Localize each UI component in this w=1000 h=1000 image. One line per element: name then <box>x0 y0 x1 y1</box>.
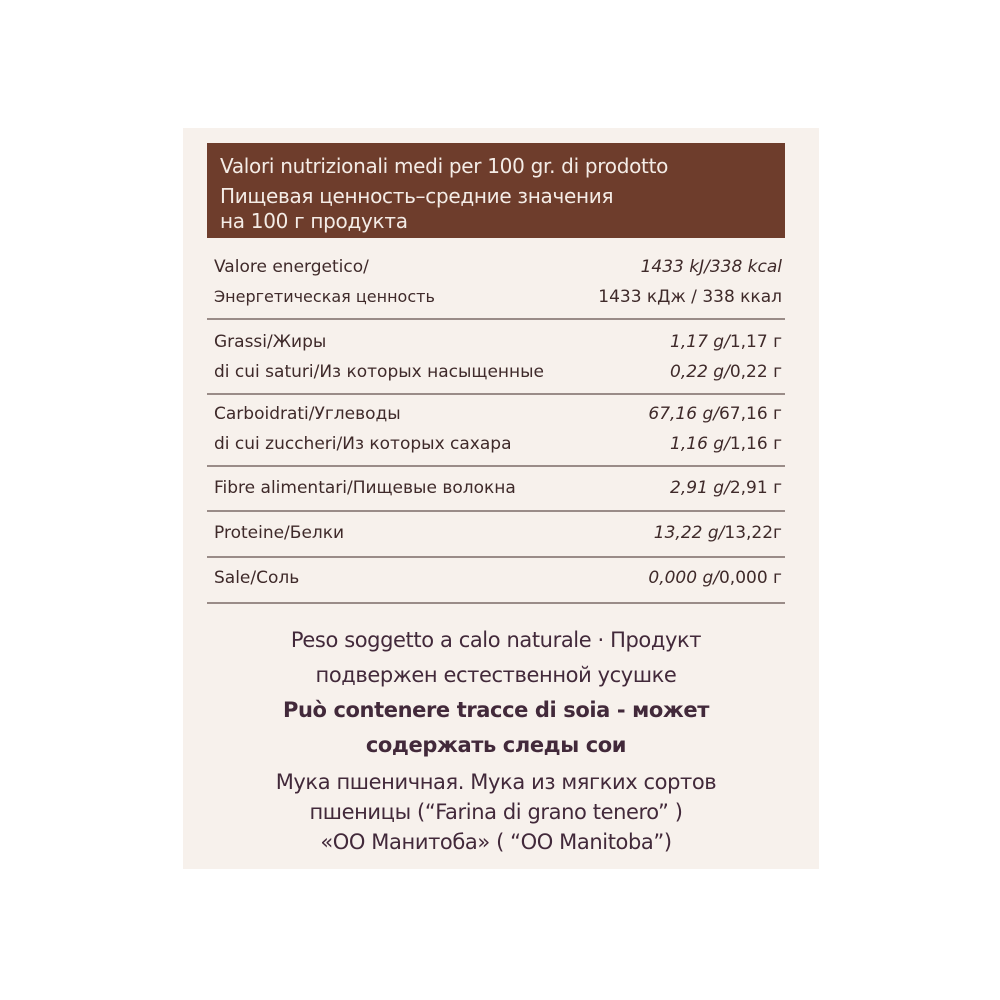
energy-name-it: Valore energetico/ <box>214 257 369 277</box>
energy-name-ru: Энергетическая ценность <box>214 287 435 306</box>
divider <box>207 393 785 395</box>
sugars-value-r: 1,16 г <box>729 434 782 454</box>
energy-value-ru: 1433 кДж / 338 ккал <box>598 287 782 307</box>
divider <box>207 318 785 320</box>
note-allergen-ru: содержать следы сои <box>365 733 627 757</box>
fats-name: Grassi/Жиры <box>214 332 327 352</box>
salt-value <box>648 568 782 588</box>
fibre-value <box>670 478 782 498</box>
salt-value-r: 0,000 г <box>718 568 782 588</box>
divider <box>207 465 785 467</box>
carbs-value-r: 67,16 г <box>718 404 782 424</box>
saturated-value-g: 0,22 g/ <box>670 362 730 382</box>
fats-value-r: 1,17 г <box>729 332 782 352</box>
nutrition-label <box>183 128 819 869</box>
note-flour-1: Мука пшеничная. Мука из мягких сортов <box>275 770 717 794</box>
fibre-value-r: 2,91 г <box>729 478 782 498</box>
carbs-value <box>648 404 782 424</box>
saturated-value-r: 0,22 г <box>729 362 782 382</box>
divider <box>207 510 785 512</box>
protein-value-r: 13,22г <box>724 523 782 543</box>
header-title-russian: Пищевая ценность–средние значения <box>220 184 614 208</box>
salt-name: Sale/Соль <box>214 568 300 588</box>
note-weight-loss-it: Peso soggetto a calo naturale · Продукт <box>290 628 702 652</box>
note-flour-2: пшеницы (“Farina di grano tenero” ) <box>309 800 683 824</box>
salt-value-g: 0,000 g/ <box>648 568 719 588</box>
saturated-value <box>670 362 782 382</box>
protein-name: Proteine/Белки <box>214 523 345 543</box>
sugars-value-g: 1,16 g/ <box>670 434 730 454</box>
divider <box>207 602 785 604</box>
fibre-value-g: 2,91 g/ <box>670 478 730 498</box>
sugars-name: di cui zuccheri/Из которых сахара <box>214 434 512 454</box>
note-allergen-it: Può contenere tracce di soia - может <box>283 698 709 722</box>
header-title-italian: Valori nutrizionali medi per 100 gr. di prodotto <box>220 154 669 178</box>
fats-value <box>670 332 782 352</box>
carbs-value-g: 67,16 g/ <box>648 404 719 424</box>
header-title-russian-2: на 100 г продукта <box>220 209 408 233</box>
divider <box>207 556 785 558</box>
note-weight-loss-ru: подвержен естественной усушке <box>315 663 677 687</box>
protein-value <box>654 523 782 543</box>
fats-value-g: 1,17 g/ <box>670 332 730 352</box>
carbs-name: Carboidrati/Углеводы <box>214 404 401 424</box>
sugars-value <box>670 434 782 454</box>
protein-value-g: 13,22 g/ <box>653 523 725 543</box>
saturated-name: di cui saturi/Из которых насыщенные <box>214 362 545 382</box>
fibre-name: Fibre alimentari/Пищевые волокна <box>214 478 516 498</box>
energy-value-it: 1433 kJ/338 kcal <box>640 257 782 277</box>
note-flour-3: «ОО Манитоба» ( “ОО Manitoba”) <box>320 830 672 854</box>
